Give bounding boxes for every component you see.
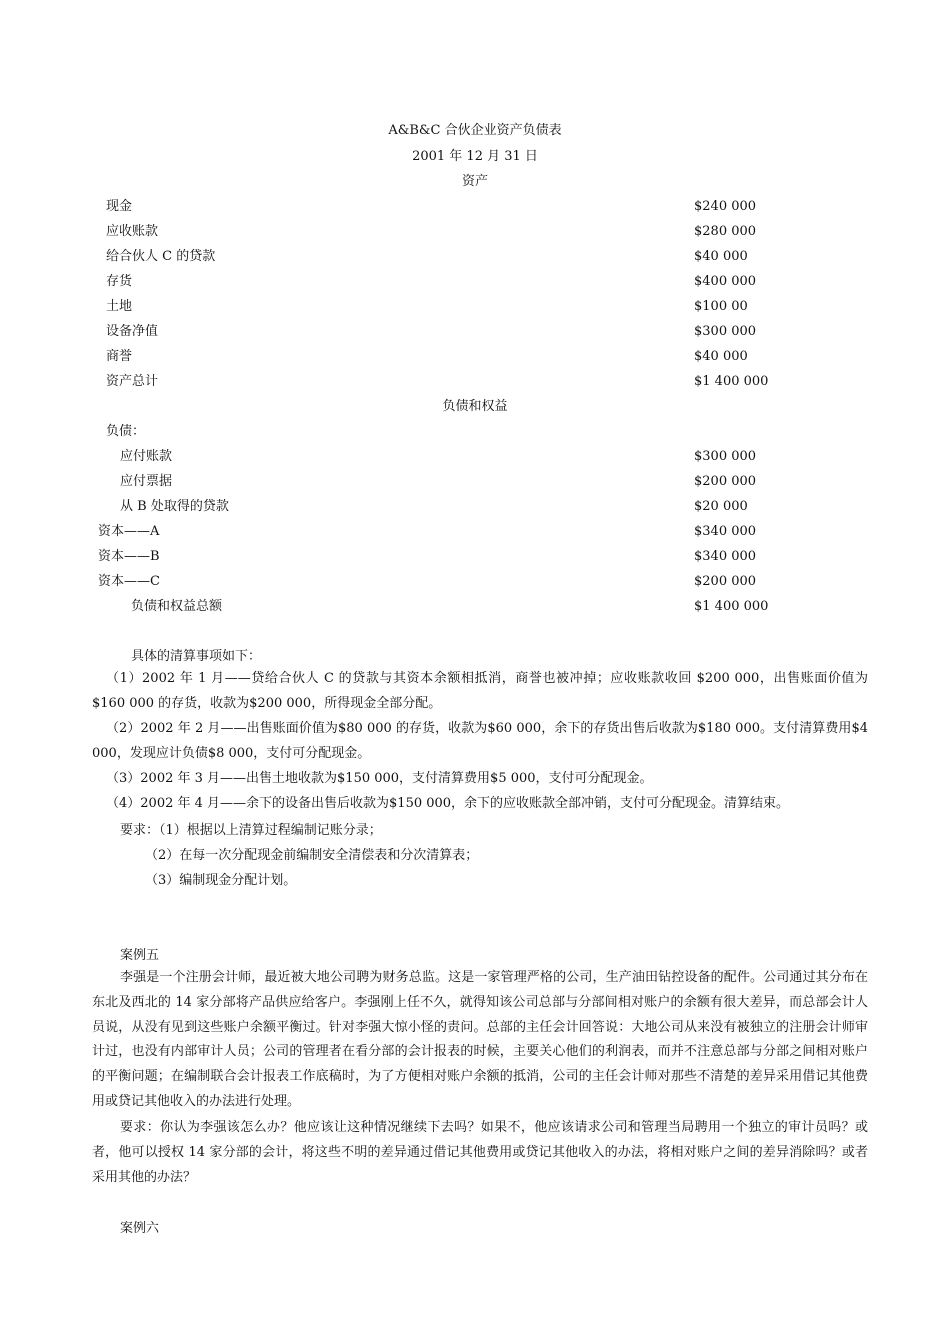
asset-total-value: $1 400 000 [694, 374, 769, 389]
capital-label: 资本——B [98, 549, 160, 564]
balance-sheet-title: A&B&C 合伙企业资产负债表 [388, 123, 562, 138]
asset-value: $240 000 [694, 199, 757, 214]
assets-heading: 资产 [461, 174, 488, 189]
asset-label: 设备净值 [106, 324, 159, 339]
requirement-2: （2）在每一次分配现金前编制安全清偿表和分次清算表； [145, 848, 479, 863]
liquidation-item: （1）2002 年 1 月——贷给合伙人 C 的贷款与其资本余额相抵消，商誉也被冲掉；应收账款收回 $200 000，出售账面价值为$160 000 的存货，收款为$200 000，所得现金全部分配。 [92, 671, 868, 711]
capital-value: $200 000 [694, 574, 757, 589]
liability-value: $200 000 [694, 474, 757, 489]
case5-body: 李强是一个注册会计师，最近被大地公司聘为财务总监。这是一家管理严格的公司，生产油田钻控设备的配件。公司通过其分布在东北及西北的 14 家分部将产品供应给客户。李强刚上任不久，就得知该公司总部与分部间相对账户的余额有很大差异，而总部会计人员说，从没有见到这些账户余额平衡过。针对李强大惊小怪的责问。总部的主任会计回答说：大地公司从来没有被独立的注册会计师审计过，也没有内部审计人员；公司的管理者在看分部的会计报表的时候，主要关心他们的利润表，而并不注意总部与分部之间相对账户的平衡问题；在编制联合会计报表工作底稿时，为了方便相对账户余额的抵消，公司的主任会计师对那些不清楚的差异采用借记其他费用或贷记其他收入的办法进行处理。 [92, 970, 868, 1109]
capital-label: 资本——A [98, 524, 160, 539]
liab-label: 负债： [106, 424, 146, 439]
liquidation-item: （3）2002 年 3 月——出售土地收款为$150 000，支付清算费用$5 000，支付可分配现金。 [106, 771, 653, 786]
capital-label: 资本——C [98, 574, 160, 589]
asset-value: $100 00 [694, 299, 748, 314]
asset-label: 土地 [106, 299, 133, 314]
capital-value: $340 000 [694, 524, 757, 539]
liability-label: 应付账款 [120, 449, 173, 464]
asset-label: 现金 [106, 199, 133, 214]
total-label: 负债和权益总额 [131, 599, 223, 614]
liability-value: $20 000 [694, 499, 748, 514]
liquidation-intro: 具体的清算事项如下： [131, 649, 262, 664]
liquidation-item: （2）2002 年 2 月——出售账面价值为$80 000 的存货，收款为$60 000，余下的存货出售后收款为$180 000。支付清算费用$4 000，发现应计负债$8 000，支付可分配现金。 [92, 721, 868, 761]
requirement-1: 要求：（1）根据以上清算过程编制记账分录； [120, 823, 382, 838]
liab-heading: 负债和权益 [442, 399, 508, 414]
requirement-3: （3）编制现金分配计划。 [145, 873, 297, 888]
asset-value: $40 000 [694, 349, 748, 364]
asset-value: $280 000 [694, 224, 757, 239]
liability-label: 应付票据 [120, 474, 173, 489]
capital-value: $340 000 [694, 549, 757, 564]
case5-requirement: 要求：你认为李强该怎么办？他应该让这种情况继续下去吗？如果不，他应该请求公司和管理当局聘用一个独立的审计员吗？或者，他可以授权 14 家分部的会计，将这些不明的差异通过借记其他费用或贷记其他收入的办法，将相对账户之间的差异消除吗？或者采用其他的办法？ [92, 1120, 868, 1185]
asset-label: 给合伙人 C 的贷款 [106, 249, 216, 264]
asset-value: $40 000 [694, 249, 748, 264]
liability-value: $300 000 [694, 449, 757, 464]
asset-value: $300 000 [694, 324, 757, 339]
asset-label: 应收账款 [106, 224, 159, 239]
asset-value: $400 000 [694, 274, 757, 289]
asset-label: 存货 [106, 274, 133, 289]
liquidation-item: （4）2002 年 4 月——余下的设备出售后收款为$150 000，余下的应收账款全部冲销，支付可分配现金。清算结束。 [106, 796, 790, 811]
asset-label: 商誉 [106, 349, 133, 364]
liability-label: 从 B 处取得的贷款 [120, 499, 229, 514]
case6-title: 案例六 [120, 1221, 160, 1236]
balance-sheet-date: 2001 年 12 月 31 日 [412, 149, 538, 164]
asset-total-label: 资产总计 [106, 374, 159, 389]
total-value: $1 400 000 [694, 599, 769, 614]
case5-title: 案例五 [120, 948, 160, 963]
